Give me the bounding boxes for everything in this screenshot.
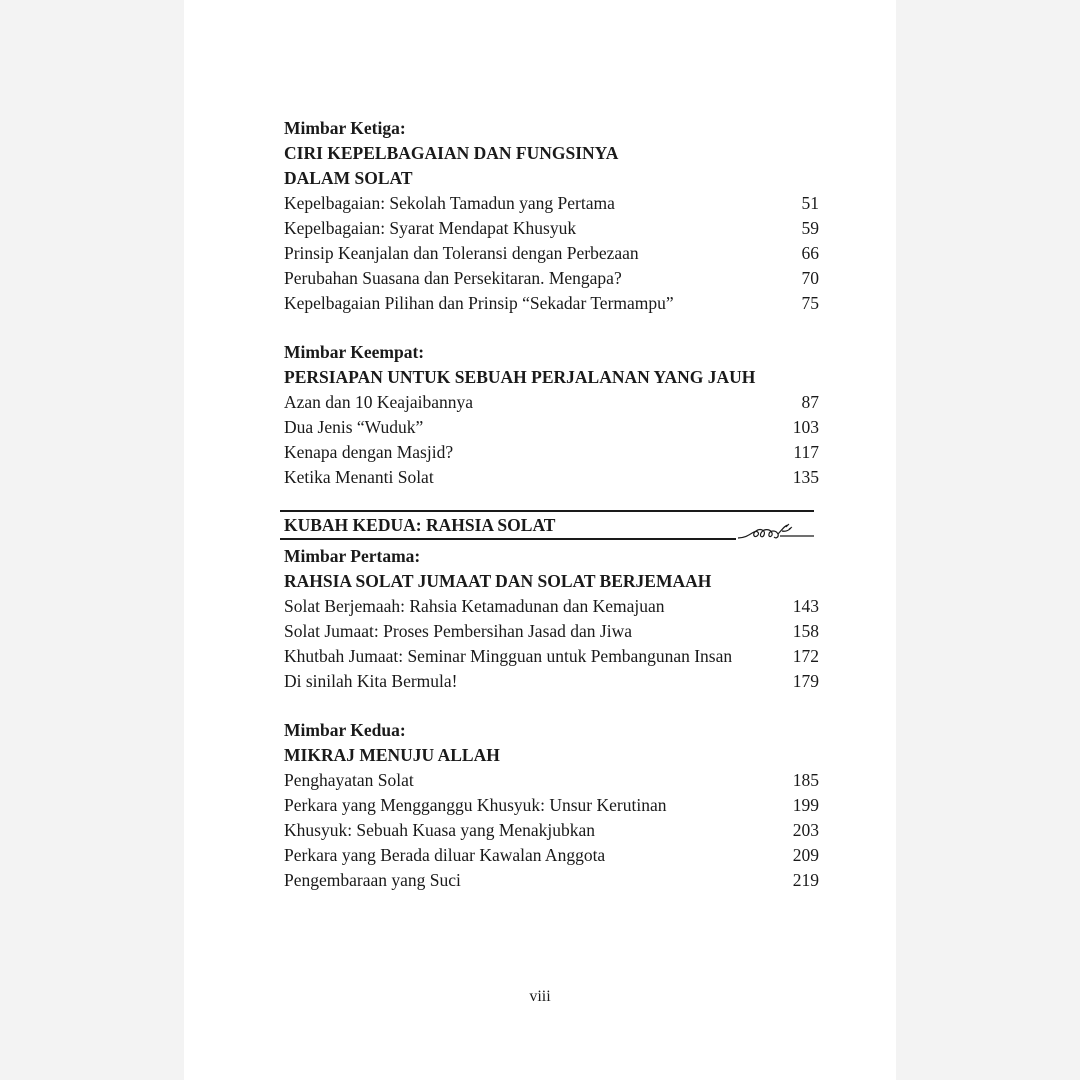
toc-entry-title: Perubahan Suasana dan Persekitaran. Mengapa? bbox=[284, 268, 622, 288]
toc-entry[interactable] bbox=[284, 216, 819, 240]
top-rule bbox=[280, 510, 814, 512]
toc-entry-page: 75 bbox=[801, 293, 819, 313]
toc-entry[interactable] bbox=[284, 241, 819, 265]
toc-entry[interactable] bbox=[284, 415, 819, 439]
toc-entry-title: Penghayatan Solat bbox=[284, 770, 414, 790]
section-heading: DALAM SOLAT bbox=[284, 168, 413, 188]
toc-entry[interactable] bbox=[284, 440, 819, 464]
section-label: Mimbar Keempat: bbox=[284, 342, 425, 362]
flourish-ornament-icon bbox=[736, 520, 816, 546]
section-label: Mimbar Ketiga: bbox=[284, 118, 406, 138]
toc-entry[interactable] bbox=[284, 594, 819, 618]
toc-entry[interactable] bbox=[284, 818, 819, 842]
toc-entry-title: Solat Berjemaah: Rahsia Ketamadunan dan Kemajuan bbox=[284, 596, 665, 616]
part-heading-bar bbox=[280, 508, 814, 542]
part-heading[interactable]: KUBAH KEDUA: RAHSIA SOLAT bbox=[284, 515, 556, 535]
bottom-rule bbox=[280, 538, 736, 540]
toc-entry[interactable] bbox=[284, 644, 819, 668]
toc-entry-title: Kepelbagaian: Syarat Mendapat Khusyuk bbox=[284, 218, 577, 238]
toc-entry-title: Pengembaraan yang Suci bbox=[284, 870, 461, 890]
toc-entry-page: 70 bbox=[801, 268, 819, 288]
toc-entry-page: 103 bbox=[792, 417, 819, 437]
toc-entry-title: Khusyuk: Sebuah Kuasa yang Menakjubkan bbox=[284, 820, 596, 840]
toc-entry-page: 199 bbox=[792, 795, 819, 815]
toc-entry-title: Dua Jenis “Wuduk” bbox=[284, 417, 424, 437]
toc-entry-title: Perkara yang Berada diluar Kawalan Anggota bbox=[284, 845, 606, 865]
toc-entry[interactable] bbox=[284, 465, 819, 489]
toc-entry-page: 209 bbox=[792, 845, 819, 865]
toc-entry-title: Azan dan 10 Keajaibannya bbox=[284, 392, 474, 412]
toc-entry-page: 219 bbox=[792, 870, 819, 890]
toc-entry-page: 172 bbox=[792, 646, 819, 666]
toc-entry-page: 158 bbox=[792, 621, 819, 641]
toc-entry-page: 185 bbox=[792, 770, 819, 790]
toc-entry-page: 51 bbox=[801, 193, 819, 213]
toc-entry-title: Prinsip Keanjalan dan Toleransi dengan Perbezaan bbox=[284, 243, 639, 263]
toc-entry[interactable] bbox=[284, 768, 819, 792]
toc-entry[interactable] bbox=[284, 843, 819, 867]
toc-entry-page: 117 bbox=[793, 442, 819, 462]
toc-entry-page: 66 bbox=[801, 243, 819, 263]
section-heading: RAHSIA SOLAT JUMAAT DAN SOLAT BERJEMAAH bbox=[284, 571, 712, 591]
toc-entry[interactable] bbox=[284, 390, 819, 414]
book-page bbox=[184, 0, 896, 1080]
toc-entry-title: Kepelbagaian: Sekolah Tamadun yang Pertama bbox=[284, 193, 615, 213]
toc-entry-page: 87 bbox=[801, 392, 819, 412]
section-heading: CIRI KEPELBAGAIAN DAN FUNGSINYA bbox=[284, 143, 619, 163]
toc-entry[interactable] bbox=[284, 291, 819, 315]
toc-entry[interactable] bbox=[284, 619, 819, 643]
toc-entry-page: 135 bbox=[792, 467, 819, 487]
toc-entry-title: Di sinilah Kita Bermula! bbox=[284, 671, 458, 691]
section-heading: PERSIAPAN UNTUK SEBUAH PERJALANAN YANG JAUH bbox=[284, 367, 756, 387]
toc-entry[interactable] bbox=[284, 669, 819, 693]
toc-entry-title: Kenapa dengan Masjid? bbox=[284, 442, 454, 462]
toc-entry[interactable] bbox=[284, 191, 819, 215]
toc-entry-page: 203 bbox=[792, 820, 819, 840]
toc-entry-title: Perkara yang Mengganggu Khusyuk: Unsur Kerutinan bbox=[284, 795, 667, 815]
section-heading: MIKRAJ MENUJU ALLAH bbox=[284, 745, 500, 765]
toc-entry-title: Ketika Menanti Solat bbox=[284, 467, 434, 487]
page-number: viii bbox=[529, 988, 551, 1005]
toc-entry[interactable] bbox=[284, 793, 819, 817]
section-label: Mimbar Pertama: bbox=[284, 546, 421, 566]
toc-entry-page: 179 bbox=[792, 671, 819, 691]
section-label: Mimbar Kedua: bbox=[284, 720, 406, 740]
toc-entry[interactable] bbox=[284, 266, 819, 290]
toc-entry-title: Kepelbagaian Pilihan dan Prinsip “Sekadar Termampu” bbox=[284, 293, 674, 313]
toc-entry[interactable] bbox=[284, 868, 819, 892]
toc-entry-page: 59 bbox=[801, 218, 819, 238]
toc-entry-title: Solat Jumaat: Proses Pembersihan Jasad dan Jiwa bbox=[284, 621, 633, 641]
toc-entry-page: 143 bbox=[792, 596, 819, 616]
toc-entry-title: Khutbah Jumaat: Seminar Mingguan untuk Pembangunan Insan bbox=[284, 646, 733, 666]
